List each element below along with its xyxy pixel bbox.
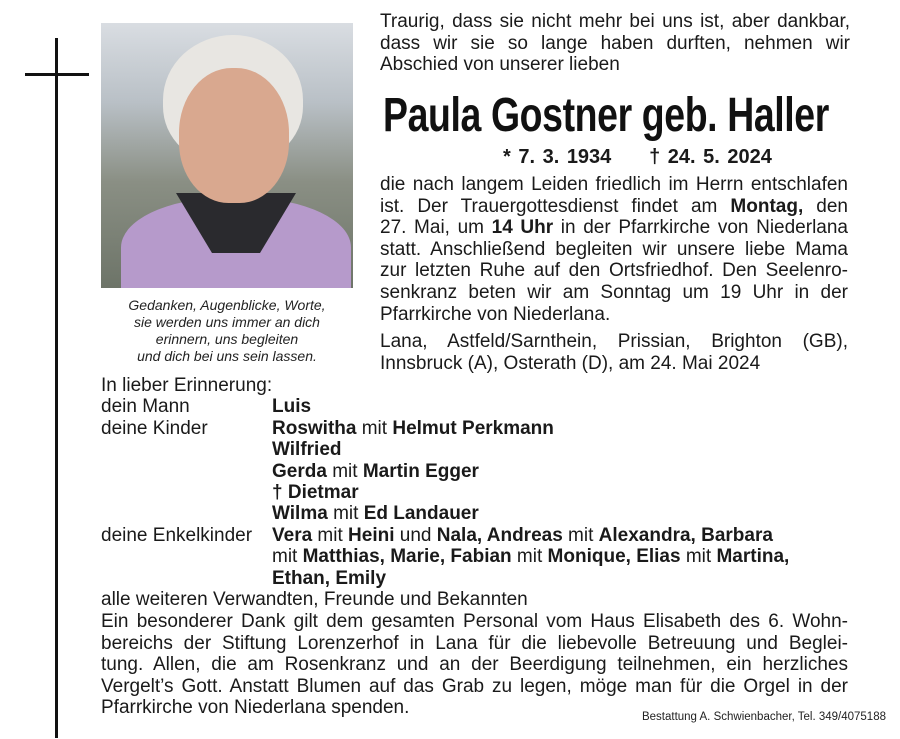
- text-segment: ist. Der Trauergottesdienst findet am: [380, 195, 731, 217]
- relative-row: [101, 503, 789, 524]
- text-segment: die nach langem Leiden friedlich im Herrn entschlafen: [380, 174, 848, 195]
- text-segment: bereichs der Stiftung Lorenzerhof in Lana für die liebevolle Betreuung und Beglei-: [101, 632, 848, 654]
- portrait-photo: [101, 23, 353, 288]
- caption-line: sie werden uns immer an dich: [134, 314, 320, 330]
- birth-date: * 7. 3. 1934: [503, 146, 612, 168]
- photo-caption: [101, 297, 353, 365]
- text-line: [380, 260, 848, 282]
- relative-row: [101, 525, 789, 546]
- text-line: [380, 174, 848, 196]
- bold-text: Alexandra, Barbara: [598, 524, 773, 546]
- relation-label: [101, 461, 272, 482]
- relation-label: [101, 482, 272, 503]
- relative-names: [272, 482, 359, 503]
- relative-names: [272, 439, 342, 460]
- text-line: [101, 676, 848, 698]
- text-segment: dass wir sie so lange haben durften, nehmen wir: [380, 32, 850, 54]
- text-line: [380, 331, 848, 353]
- text-segment: mit: [680, 546, 717, 568]
- bold-text: Martin Egger: [362, 460, 479, 482]
- relative-names: [272, 568, 386, 589]
- text-line: [380, 33, 850, 55]
- bold-text: Helmut Perkmann: [392, 417, 554, 439]
- text-segment: mit: [272, 546, 303, 568]
- intro-text: [380, 11, 850, 76]
- places-date: [380, 331, 848, 374]
- relative-row: [101, 546, 789, 567]
- text-segment: tung. Allen, die am Rosenkranz und an der Beerdigung teilnehmen, ein herzliches: [101, 654, 848, 676]
- cross-icon: [55, 38, 58, 738]
- text-line: [101, 654, 848, 676]
- funeral-home-credit: Bestattung A. Schwienbacher, Tel. 349/4075188: [641, 711, 886, 723]
- relatives-list: [101, 375, 789, 610]
- text-line: [380, 54, 850, 76]
- bold-text: Gerda: [272, 460, 327, 482]
- text-segment: mit: [327, 503, 364, 525]
- relative-row: [101, 568, 789, 589]
- text-segment: mit: [312, 524, 349, 546]
- text-segment: zur letzten Ruhe auf den Ortsfriedhof. Den Seelenro-: [380, 260, 848, 282]
- relatives-closing: alle weiteren Verwandten, Freunde und Bekannten: [101, 589, 528, 611]
- relative-names: [272, 503, 479, 524]
- text-segment: Pfarrkirche von Niederlana spenden.: [101, 697, 410, 719]
- text-segment: in der Pfarrkirche von Niederlana: [553, 217, 848, 239]
- bold-text: Monique, Elias: [547, 546, 681, 568]
- caption-line: erinnern, uns begleiten: [155, 331, 299, 347]
- caption-line: Gedanken, Augenblicke, Worte,: [128, 297, 326, 313]
- thanks-text: [101, 611, 848, 719]
- relative-row: [101, 461, 789, 482]
- text-segment: Traurig, dass sie nicht mehr bei uns ist, aber dankbar,: [380, 11, 850, 32]
- relative-names: [272, 546, 789, 567]
- text-line: [101, 633, 848, 655]
- death-date: † 24. 5. 2024: [649, 146, 772, 168]
- bold-text: Heini: [348, 524, 395, 546]
- text-line: [380, 282, 848, 304]
- bold-text: Wilfried: [272, 439, 342, 461]
- bold-text: † Dietmar: [272, 482, 359, 504]
- text-line: [380, 217, 848, 239]
- relative-names: [272, 525, 773, 546]
- relative-row: [101, 439, 789, 460]
- relative-names: [272, 461, 479, 482]
- text-line: [380, 11, 850, 33]
- relative-names: [272, 396, 311, 417]
- text-line: [380, 196, 848, 218]
- bold-text: Luis: [272, 396, 312, 418]
- text-segment: mit: [326, 460, 363, 482]
- relative-row: [101, 418, 789, 439]
- text-line: [380, 353, 848, 375]
- bold-text: Ethan, Emily: [272, 567, 387, 589]
- text-segment: senkranz beten wir am Sonntag um 19 Uhr in der: [380, 281, 848, 303]
- relation-label: deine Kinder: [101, 417, 208, 439]
- text-segment: den: [803, 195, 848, 217]
- text-segment: mit: [356, 417, 393, 439]
- bold-text: Ed Landauer: [363, 503, 479, 525]
- text-segment: und: [394, 524, 437, 546]
- relation-label: [101, 546, 272, 567]
- text-segment: Innsbruck (A), Osterath (D), am 24. Mai 2024: [380, 352, 761, 374]
- text-segment: Ein besonderer Dank gilt dem gesamten Personal vom Haus Elisabeth des 6. Wohn-: [101, 611, 848, 632]
- text-line: [380, 239, 848, 261]
- text-segment: statt. Anschließend begleiten wir unsere liebe Mama: [380, 238, 848, 260]
- relative-names: [272, 418, 554, 439]
- text-line: [380, 304, 848, 326]
- text-line: [101, 611, 848, 633]
- bold-text: Matthias, Marie, Fabian: [302, 546, 512, 568]
- relatives-heading: In lieber Erinnerung:: [101, 375, 273, 396]
- relation-label: [101, 503, 272, 524]
- text-segment: Pfarrkirche von Niederlana.: [380, 303, 611, 325]
- relation-label: [101, 568, 272, 589]
- bold-text: Wilma: [272, 503, 328, 525]
- text-segment: Vergelt’s Gott. Anstatt Blumen auf das Grab zu legen, möge man für die Orgel in der: [101, 675, 848, 697]
- life-dates: [503, 146, 772, 169]
- cross-icon-bar: [25, 73, 89, 76]
- text-segment: Lana, Astfeld/Sarnthein, Prissian, Brighton (GB),: [380, 331, 848, 352]
- funeral-details: [380, 174, 848, 325]
- relative-row: [101, 396, 789, 417]
- bold-text: Vera: [272, 524, 313, 546]
- relation-label: deine Enkelkinder: [101, 524, 253, 546]
- text-segment: 27. Mai, um: [380, 217, 492, 239]
- text-segment: mit: [511, 546, 548, 568]
- bold-text: 14 Uhr: [491, 217, 554, 239]
- text-segment: mit: [562, 524, 599, 546]
- relation-label: dein Mann: [101, 396, 190, 418]
- deceased-name: Paula Gostner geb. Haller: [383, 89, 829, 142]
- bold-text: Montag,: [730, 195, 804, 217]
- bold-text: Martina,: [716, 546, 790, 568]
- relation-label: [101, 439, 272, 460]
- caption-line: und dich bei uns sein lassen.: [137, 348, 317, 364]
- bold-text: Nala, Andreas: [436, 524, 563, 546]
- bold-text: Roswitha: [272, 417, 357, 439]
- text-segment: Abschied von unserer lieben: [380, 54, 620, 76]
- relative-row: [101, 482, 789, 503]
